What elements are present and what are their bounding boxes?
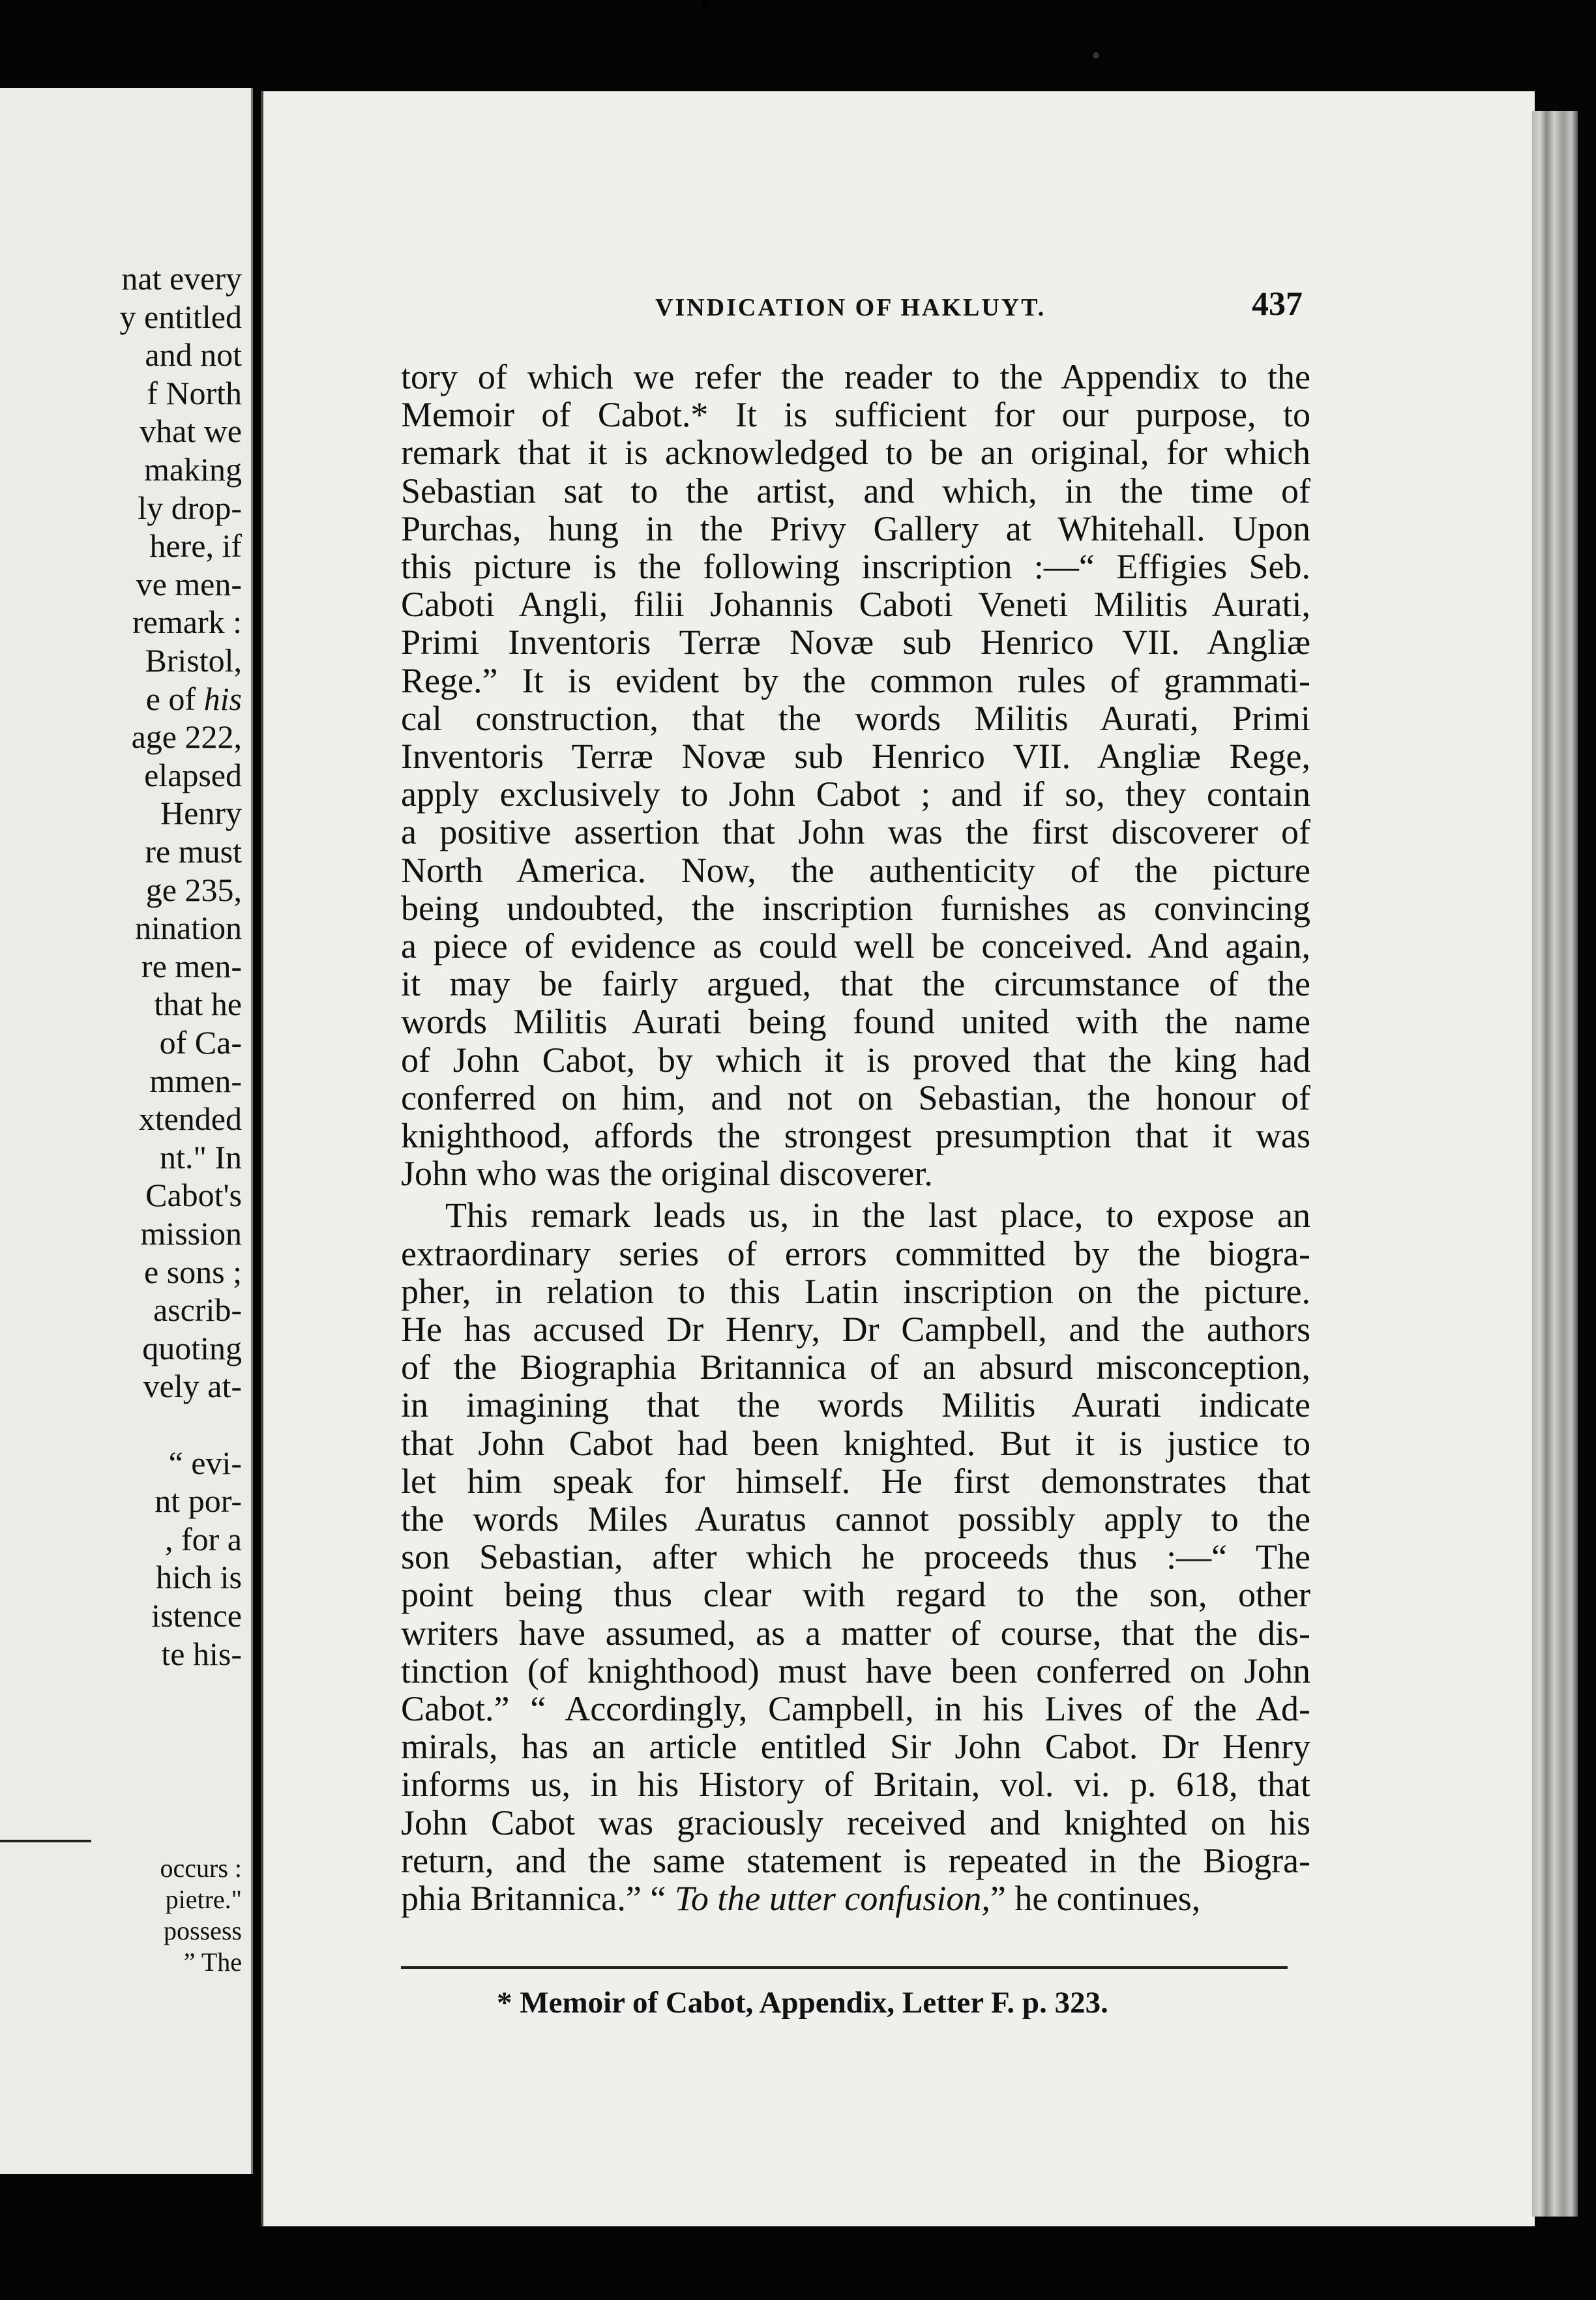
previous-page-line: re must xyxy=(145,833,242,870)
body-line: in imagining that the words Militis Aurati indicate xyxy=(401,1385,1310,1425)
body-line: Sebastian sat to the artist, and which, in the time of xyxy=(401,471,1310,510)
footnote: * Memoir of Cabot, Appendix, Letter F. p. 323. xyxy=(497,1986,1108,2020)
body-line: apply exclusively to John Cabot ; and if so, they contain xyxy=(401,774,1310,814)
page-edge-stack xyxy=(1532,111,1578,2217)
body-line: Memoir of Cabot.* It is sufficient for our purpose, to xyxy=(401,395,1310,435)
previous-page-line: here, if xyxy=(149,527,242,565)
body-line: This remark leads us, in the last place, to expose an xyxy=(445,1196,1310,1235)
body-line: Cabot.” “ Accordingly, Campbell, in his Lives of the Ad- xyxy=(401,1689,1310,1728)
scan-speck xyxy=(701,0,710,7)
previous-page-line: nat every xyxy=(121,260,242,297)
body-line: son Sebastian, after which he proceeds thus :—“ The xyxy=(401,1537,1310,1577)
previous-page-line: Cabot's xyxy=(145,1177,242,1214)
previous-page-line: and not xyxy=(145,336,242,374)
previous-page-line: of Ca- xyxy=(159,1024,242,1061)
body-line: mirals, has an article entitled Sir John Cabot. Dr Henry xyxy=(401,1727,1310,1767)
previous-page-line: vely at- xyxy=(143,1368,242,1405)
body-line: the words Miles Auratus cannot possibly apply to the xyxy=(401,1499,1310,1539)
previous-page-line: mission xyxy=(140,1215,242,1252)
body-line: Inventoris Terræ Novæ sub Henrico VII. Angliæ Rege, xyxy=(401,737,1310,776)
previous-page-line: nt por- xyxy=(155,1482,242,1520)
body-line: Primi Inventoris Terræ Novæ sub Henrico VII. Angliæ xyxy=(401,623,1310,662)
previous-page-line: y entitled xyxy=(119,298,242,335)
previous-page-line: te his- xyxy=(161,1635,242,1672)
body-line: of John Cabot, by which it is proved that the king had xyxy=(401,1040,1310,1080)
previous-page-line: f North xyxy=(147,374,242,411)
body-line: informs us, in his History of Britain, vol. vi. p. 618, that xyxy=(401,1765,1310,1805)
previous-page-line: nination xyxy=(135,909,242,947)
running-head: VINDICATION OF HAKLUYT. xyxy=(655,294,1046,321)
previous-page-line: istence xyxy=(151,1597,242,1634)
previous-page-line: ly drop- xyxy=(138,489,242,526)
previous-page-line: e of his xyxy=(145,680,242,717)
previous-page-line: mmen- xyxy=(149,1062,242,1099)
previous-page-note-line: possess xyxy=(163,1916,242,1945)
body-line: cal construction, that the words Militis Aurati, Primi xyxy=(401,698,1310,738)
previous-page-line: , for a xyxy=(165,1520,242,1557)
previous-page-line: “ evi- xyxy=(168,1444,242,1481)
previous-page-line: nt." In xyxy=(160,1138,242,1175)
body-line: of the Biographia Britannica of an absurd misconception, xyxy=(401,1348,1310,1387)
previous-page-line: ge 235, xyxy=(145,871,242,908)
body-line: extraordinary series of errors committed by the biogra- xyxy=(401,1233,1310,1273)
body-line: John Cabot was graciously received and knighted on his xyxy=(401,1803,1310,1842)
body-line: return, and the same statement is repeated in the Biogra- xyxy=(401,1840,1310,1880)
previous-page-line: e sons ; xyxy=(144,1253,242,1290)
body-line: knighthood, affords the strongest presumption that it was xyxy=(401,1116,1310,1155)
previous-page-line: Henry xyxy=(160,795,242,832)
previous-page-line: xtended xyxy=(138,1100,242,1138)
body-line: He has accused Dr Henry, Dr Campbell, and the authors xyxy=(401,1310,1310,1349)
previous-page-note-line: pietre." xyxy=(165,1885,242,1914)
page-number: 437 xyxy=(1252,286,1303,323)
body-line: conferred on him, and not on Sebastian, the honour of xyxy=(401,1078,1310,1117)
previous-page-line: that he xyxy=(154,986,242,1023)
previous-page-line: ve men- xyxy=(136,565,242,602)
body-line: let him speak for himself. He first demonstrates that xyxy=(401,1461,1310,1501)
previous-page-line: re men- xyxy=(141,947,242,984)
body-line: point being thus clear with regard to the son, other xyxy=(401,1575,1310,1615)
previous-page-fragment xyxy=(0,88,253,2174)
body-line: Caboti Angli, filii Johannis Caboti Veneti Militis Aurati, xyxy=(401,585,1310,625)
previous-page-line: making xyxy=(144,451,242,488)
previous-page-footnote-rule xyxy=(0,1840,91,1842)
body-line: that John Cabot had been knighted. But it is justice to xyxy=(401,1423,1310,1463)
previous-page-line: ascrib- xyxy=(153,1291,242,1329)
previous-page-note-line: occurs : xyxy=(160,1853,242,1883)
body-line: a piece of evidence as could well be conceived. And again, xyxy=(401,926,1310,966)
previous-page-line: elapsed xyxy=(144,756,242,793)
body-line: this picture is the following inscription :—“ Effigies Seb. xyxy=(401,547,1310,586)
previous-page-line: remark : xyxy=(132,604,242,641)
previous-page-line: vhat we xyxy=(140,413,242,450)
body-line: phia Britannica.” “ To the utter confusion,” he continues, xyxy=(401,1879,1201,1918)
previous-page-line: quoting xyxy=(142,1329,242,1366)
body-line: remark that it is acknowledged to be an original, for which xyxy=(401,433,1310,473)
body-line: pher, in relation to this Latin inscription on the picture. xyxy=(401,1271,1310,1311)
previous-page-line: hich is xyxy=(156,1559,242,1596)
body-line: tinction (of knighthood) must have been conferred on John xyxy=(401,1651,1310,1690)
body-line: being undoubted, the inscription furnishes as convincing xyxy=(401,888,1310,928)
scan-speck xyxy=(1093,52,1099,59)
body-line: words Militis Aurati being found united with the name xyxy=(401,1002,1310,1042)
body-line: it may be fairly argued, that the circumstance of the xyxy=(401,964,1310,1004)
previous-page-line: Bristol, xyxy=(145,642,242,679)
previous-page-line: age 222, xyxy=(131,718,242,756)
body-line: a positive assertion that John was the first discoverer of xyxy=(401,812,1310,852)
body-line: Purchas, hung in the Privy Gallery at Whitehall. Upon xyxy=(401,509,1310,548)
body-line: writers have assumed, as a matter of course, that the dis- xyxy=(401,1613,1310,1653)
previous-page-note-line: ” The xyxy=(183,1947,242,1977)
body-line: Rege.” It is evident by the common rules of grammati- xyxy=(401,660,1310,700)
footnote-rule xyxy=(401,1966,1288,1969)
body-line: North America. Now, the authenticity of the picture xyxy=(401,850,1310,890)
body-line: John who was the original discoverer. xyxy=(401,1154,933,1194)
body-line: tory of which we refer the reader to the Appendix to the xyxy=(401,357,1310,396)
